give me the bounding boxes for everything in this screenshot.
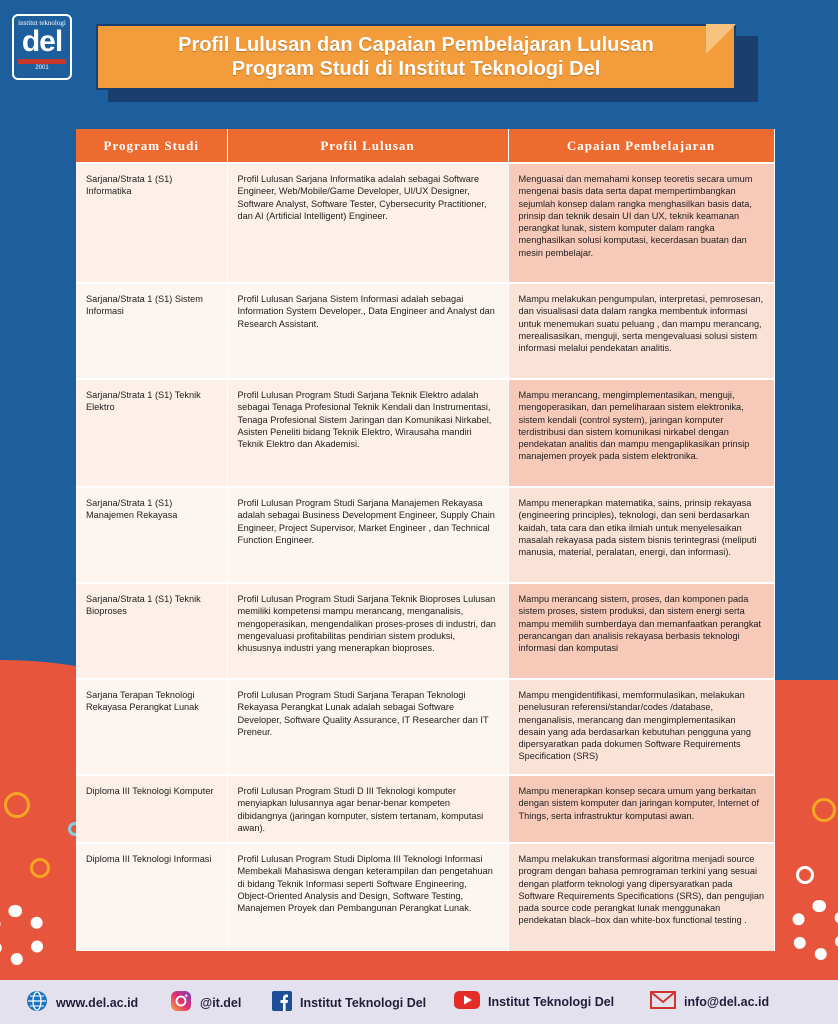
program-cell: Sarjana Terapan Teknologi Rekayasa Perangkat Lunak — [76, 679, 227, 775]
program-cell: Sarjana/Strata 1 (S1) Teknik Bioproses — [76, 583, 227, 679]
column-header-program: Program Studi — [76, 129, 227, 163]
globe-icon — [26, 990, 48, 1015]
instagram-icon — [170, 990, 192, 1015]
table-row — [76, 163, 774, 283]
mail-icon — [650, 990, 676, 1013]
footer-youtube[interactable] — [454, 990, 614, 1013]
website-text: www.del.ac.id — [56, 995, 139, 1010]
capaian-cell: Mampu melakukan transformasi algoritma menjadi source program dengan bahasa pemrograman terkini yang sesuai dengan platform teknologi yang dipersyaratkan pada Software Requirements Specifications (SRS), dan pengujian pada source code perangkat lunak menggunakan pendekatan black–box dan white-box functional testing . — [508, 843, 774, 951]
ring-decoration-right-3 — [796, 866, 814, 884]
profil-cell: Profil Lulusan Program Studi Sarjana Teknik Elektro adalah sebagai Tenaga Profesional Teknik Kendali dan Instrumentasi, Tenaga Profesional Sistem Jaringan dan Komunikasi Nirkabel, Asisten Peneliti bidang Teknik Elektro, Wirausaha mandiri Teknik Elektro dan Akademisi. — [227, 379, 508, 487]
capaian-cell: Menguasai dan memahami konsep teoretis secara umum mengenai basis data serta dapat mempertimbangkan sejumlah konsep dalam rangka menghasilkan basis data, prinsip dan teknik desain UI dan UX, teknik keamanan perangkat lunak, sistem komputer dalam rangka menghasilkan solusi komputasi, kecerdasan buatan dan mesin pembelajar. — [508, 163, 774, 283]
logo-top-text: institut teknologi — [18, 19, 66, 27]
table-row — [76, 283, 774, 379]
program-table — [76, 129, 774, 951]
profil-cell: Profil Lulusan Program Studi Sarjana Teknik Bioproses Lulusan memiliki kompetensi mampu merancang, menganalisis, mengoperasikan, mengendalikan proses-proses di industri, dan mengevaluasi profitabilitas pendirian sistem produksi, khususnya industri yang menerapkan bioproses. — [227, 583, 508, 679]
capaian-cell: Mampu mengidentifikasi, memformulasikan, melakukan penelusuran referensi/standar/codes /database, menganalisis, merancang dan mengimplementasikan desain yang ada berdasarkan kebutuhan pengguna yang dipersyaratkan pada dokumen Software Requirements Specification (SRS) — [508, 679, 774, 775]
program-cell: Diploma III Teknologi Komputer — [76, 775, 227, 843]
footer-email[interactable] — [650, 990, 769, 1013]
profil-cell: Profil Lulusan Sarjana Informatika adalah sebagai Software Engineer, Web/Mobile/Game Developer, UI/UX Designer, Software Analyst, Software Tester, Cybersecurity Practitioner, dan AI (Artificial Intelligent) Engineer. — [227, 163, 508, 283]
profil-cell: Profil Lulusan Program Studi Sarjana Manajemen Rekayasa adalah sebagai Business Development Engineer, Supply Chain Engineer, Project Supervisor, Market Engineer , dan Technical Function Engineer. — [227, 487, 508, 583]
table-row — [76, 679, 774, 775]
logo-word: del — [21, 25, 63, 58]
facebook-icon — [272, 990, 292, 1015]
ring-decoration-left-2 — [30, 858, 50, 878]
page-title-line2: Program Studi di Institut Teknologi Del — [231, 58, 601, 80]
logo-year: 2001 — [35, 65, 49, 71]
table-row — [76, 583, 774, 679]
capaian-cell: Mampu merancang, mengimplementasikan, menguji, mengoperasikan, dan pemeliharaan sistem elektronika, sistem kendali (control system), jaringan komputer terdistribusi dan sistem komunikasi nirkabel dengan pendekatan analitis dan mampu mengaplikasikan prinsip manajemen proyek pada sistem elektronika. — [508, 379, 774, 487]
ring-decoration-right-1 — [812, 798, 836, 822]
youtube-text: Institut Teknologi Del — [488, 994, 615, 1009]
program-cell: Sarjana/Strata 1 (S1) Informatika — [76, 163, 227, 283]
page-title-line1: Profil Lulusan dan Capaian Pembelajaran Lulusan — [178, 34, 654, 56]
program-cell: Diploma III Teknologi Informasi — [76, 843, 227, 951]
capaian-cell: Mampu melakukan pengumpulan, interpretasi, pemrosesan, dan visualisasi data dalam rangka membentuk informasi untuk menemukan suatu peluang , dan mampu merancang, merealisasikan, menguji, serta mengevaluasi solusi sistem informasi melalui pendekatan analitis. — [508, 283, 774, 379]
footer-instagram[interactable] — [170, 990, 241, 1015]
capaian-cell: Mampu menerapkan matematika, sains, prinsip rekayasa (engineering principles), teknologi, dan seni berdasarkan kaidah, tata cara dan etika ilmiah untuk menyelesaikan masalah rekayasa pada sistem bisnis terintegrasi (meliputi manusia, material, peralatan, energi, dan informasi). — [508, 487, 774, 583]
title-banner — [96, 24, 736, 90]
ring-decoration-left-1 — [4, 792, 30, 818]
profil-cell: Profil Lulusan Program Studi Sarjana Terapan Teknologi Rekayasa Perangkat Lunak adalah sebagai Software Developer, Software Quality Assurance, IT Researcher dan IT Preneur. — [227, 679, 508, 775]
table-row — [76, 379, 774, 487]
table-row — [76, 775, 774, 843]
footer-website[interactable] — [26, 990, 138, 1015]
logo-bar — [18, 59, 66, 64]
institution-logo — [12, 14, 72, 80]
program-cell: Sarjana/Strata 1 (S1) Manajemen Rekayasa — [76, 487, 227, 583]
program-cell: Sarjana/Strata 1 (S1) Teknik Elektro — [76, 379, 227, 487]
profil-cell: Profil Lulusan Program Studi Diploma III Teknologi Informasi Membekali Mahasiswa dengan keterampilan dan pengetahuan di bidang Teknik Informasi seperti Software Engineering, Object-Oriented Analysis and Design, Software Testing, Manajemen Proyek dan Pembangunan Perangkat Lunak. — [227, 843, 508, 951]
profil-cell: Profil Lulusan Sarjana Sistem Informasi adalah sebagai Information System Developer., Data Engineer and Analyst dan Research Assistant. — [227, 283, 508, 379]
profil-cell: Profil Lulusan Program Studi D III Teknologi komputer menyiapkan lulusannya agar benar-benar kompeten dibidangnya (jaringan komputer, sistem tertanam, komputasi awan). — [227, 775, 508, 843]
program-cell: Sarjana/Strata 1 (S1) Sistem Informasi — [76, 283, 227, 379]
table-header-row — [76, 129, 774, 163]
email-text: info@del.ac.id — [684, 994, 770, 1009]
column-header-profil: Profil Lulusan — [227, 129, 508, 163]
footer-contact-bar — [0, 980, 838, 1024]
instagram-text: @it.del — [200, 995, 242, 1010]
facebook-text: Institut Teknologi Del — [300, 995, 427, 1010]
capaian-cell: Mampu menerapkan konsep secara umum yang berkaitan dengan sistem komputer dan jaringan komputer, Internet of Things, serta infrastruktur komputasi awan. — [508, 775, 774, 843]
table-row — [76, 487, 774, 583]
column-header-capaian: Capaian Pembelajaran — [508, 129, 774, 163]
capaian-cell: Mampu merancang sistem, proses, dan komponen pada sistem proses, sistem produksi, dan sistem energi serta mampu memilih sumberdaya dan memanfaatkan perangkat perancangan dan analisis rekayasa berbasis teknologi informasi dan komputasi — [508, 583, 774, 679]
footer-facebook[interactable] — [272, 990, 426, 1015]
banner-fold — [706, 24, 736, 54]
youtube-icon — [454, 990, 480, 1013]
table-row — [76, 843, 774, 951]
